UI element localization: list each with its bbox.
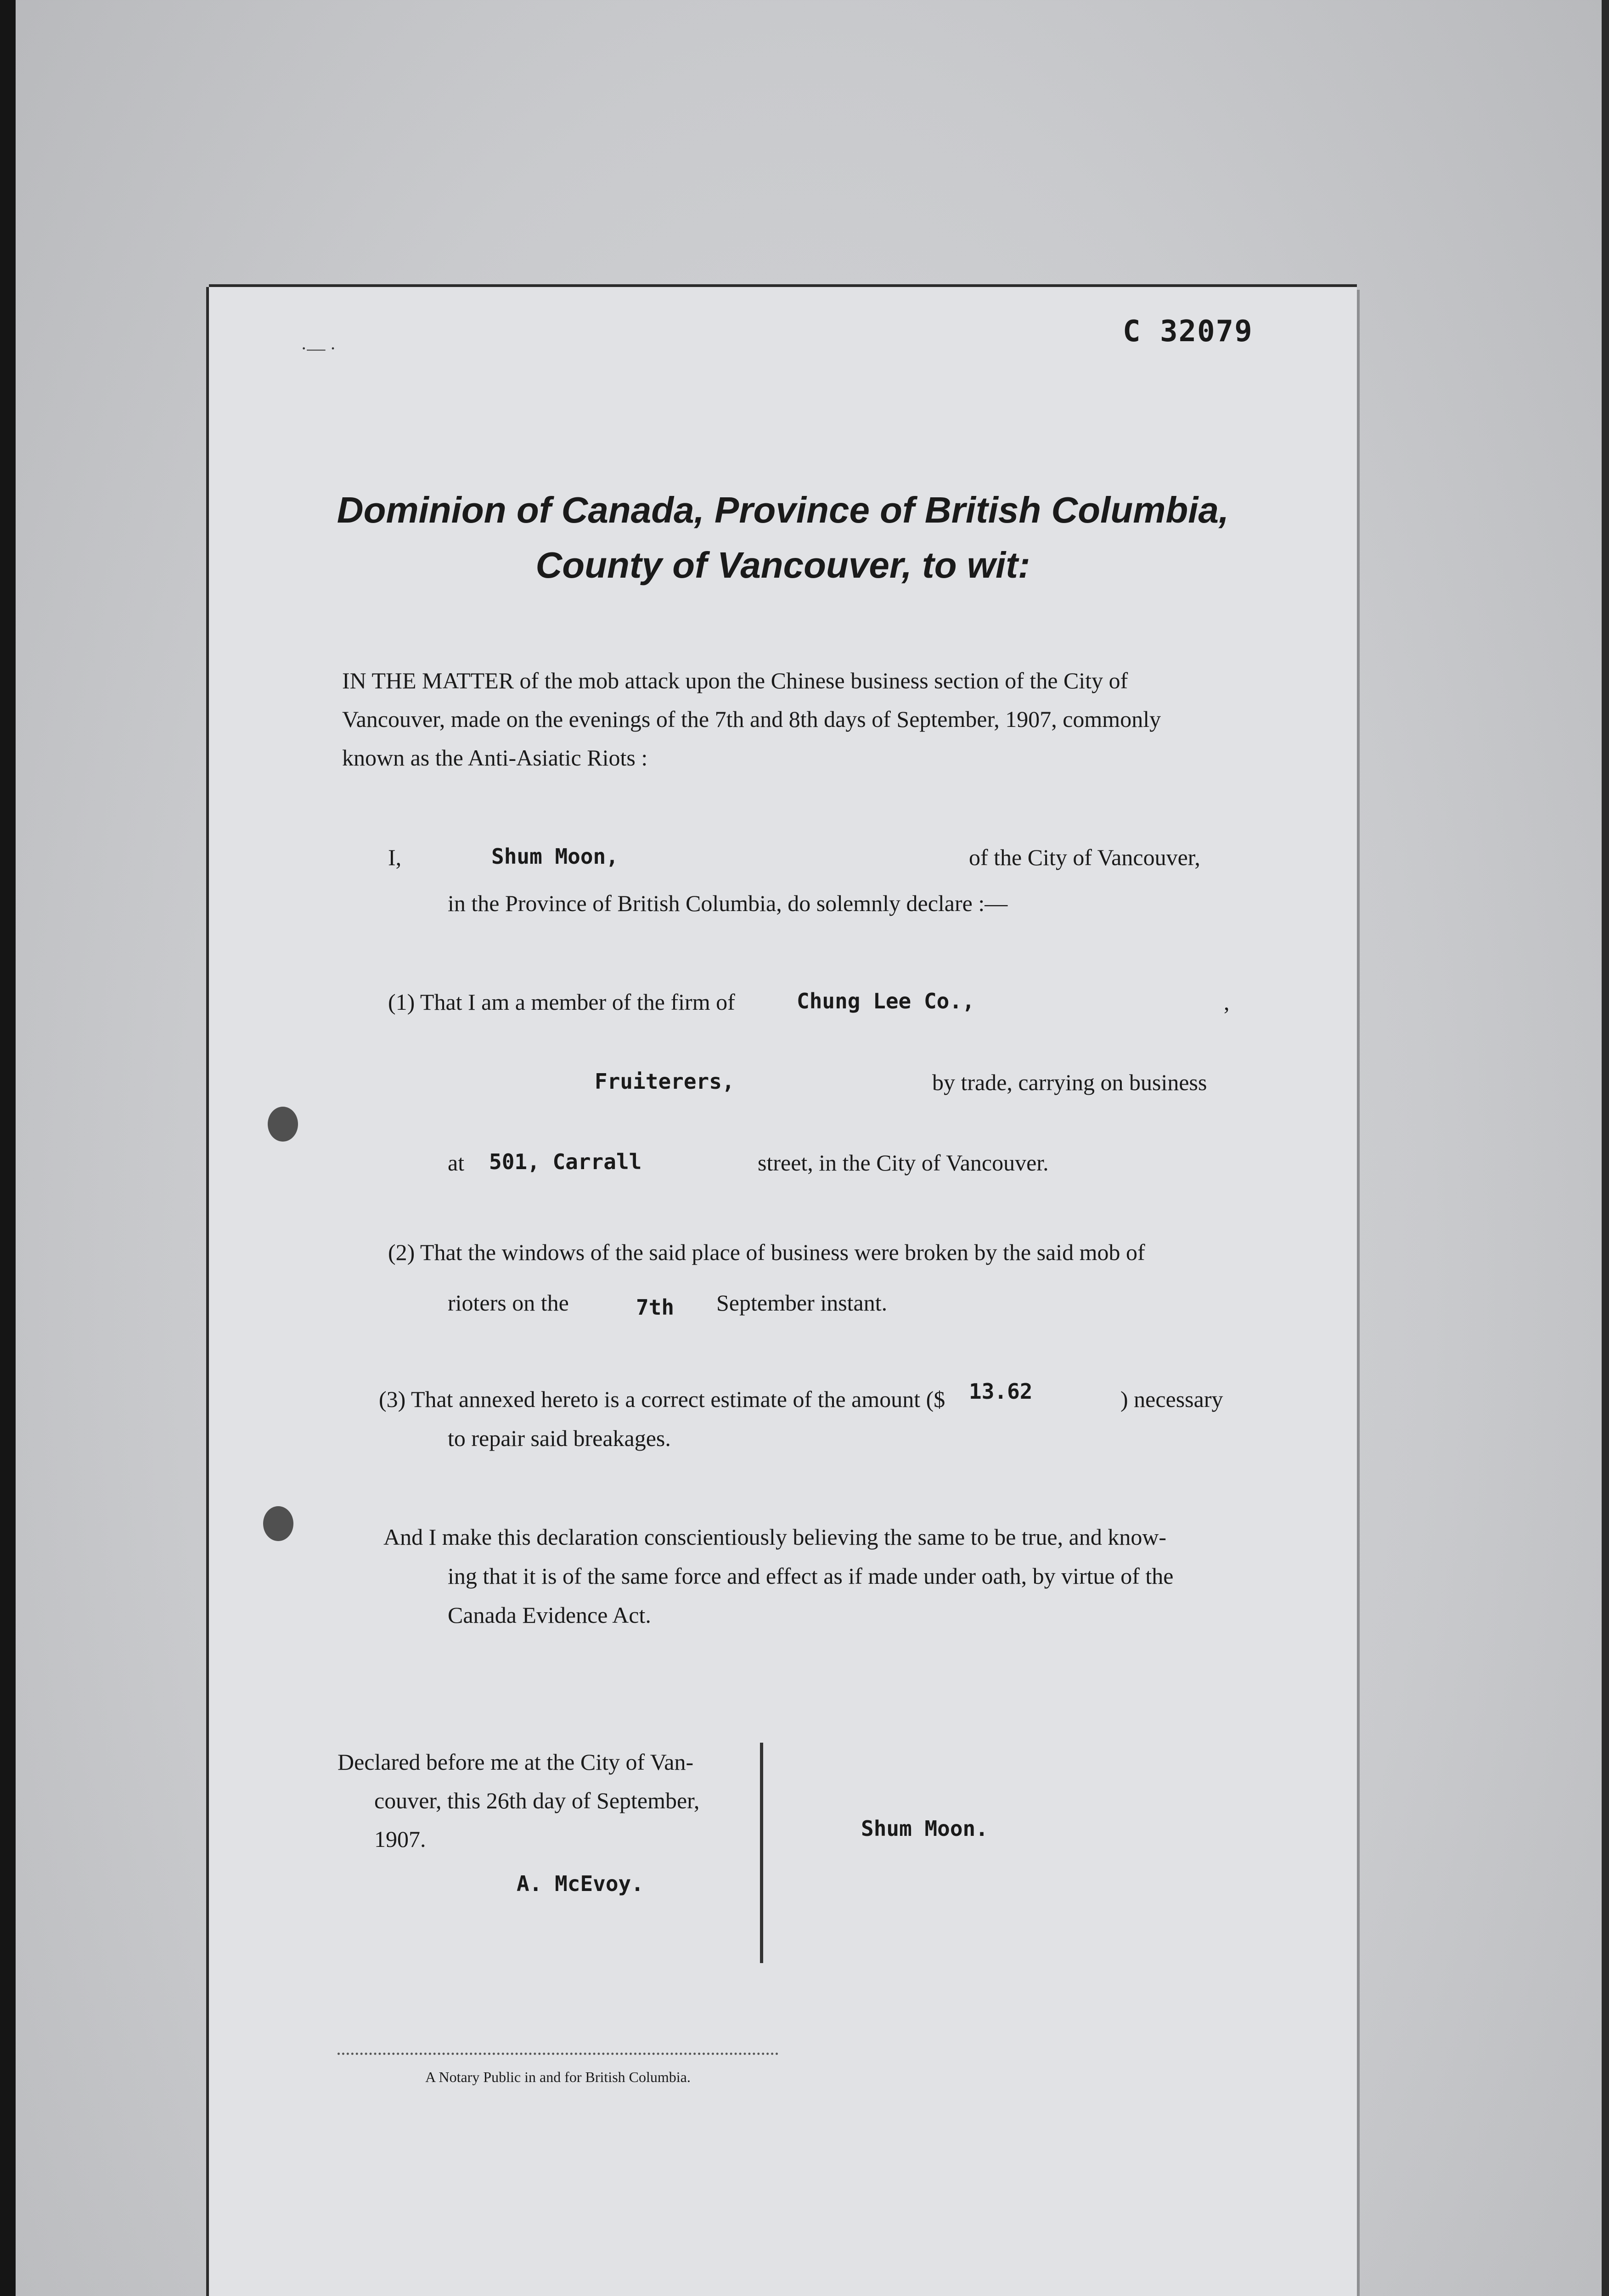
trade: Fruiterers,	[595, 1069, 735, 1094]
matter-paragraph	[342, 661, 1260, 777]
address-suffix: street, in the City of Vancouver.	[758, 1150, 1049, 1176]
corner-marks: ·— ·	[301, 338, 336, 359]
punch-hole	[268, 1107, 298, 1142]
matter-line: Vancouver, made on the evenings of the 7th and 8th days of September, 1907, commonly	[342, 706, 1161, 732]
declaration-line3: Canada Evidence Act.	[448, 1602, 651, 1628]
business-address: 501, Carrall	[489, 1149, 642, 1174]
item-3-line2: to repair said breakages.	[448, 1425, 671, 1451]
damage-amount: 13.62	[969, 1379, 1033, 1404]
declarant-name: Shum Moon,	[491, 844, 619, 869]
jurat-line: 1907.	[374, 1826, 426, 1852]
declaration-line2: ing that it is of the same force and effect as if made under oath, by virtue of the	[448, 1563, 1174, 1589]
riot-date: 7th	[636, 1295, 675, 1320]
punch-hole	[263, 1506, 293, 1541]
trade-suffix: by trade, carrying on business	[932, 1069, 1207, 1095]
item-3-text: (3) That annexed hereto is a correct estimate of the amount ($	[379, 1386, 945, 1412]
address-prefix: at	[448, 1150, 465, 1176]
matter-line: IN THE MATTER of the mob attack upon the Chinese business section of the City of	[342, 668, 1128, 693]
document-number: C 32079	[1123, 315, 1253, 349]
declaration-form	[209, 287, 1357, 2296]
declaration-line1: And I make this declaration conscientiously believing the same to be true, and know-	[383, 1524, 1167, 1550]
jurat-line: Declared before me at the City of Van-	[338, 1749, 694, 1775]
form-title-line1: Dominion of Canada, Province of British Columbia,	[337, 490, 1229, 530]
jurat-bracket	[760, 1743, 763, 1963]
notary-signature: A. McEvoy.	[517, 1871, 644, 1896]
declarant-prefix: I,	[388, 844, 402, 870]
firm-name: Chung Lee Co.,	[797, 989, 975, 1013]
jurat-line: couver, this 26th day of September,	[374, 1788, 700, 1813]
notary-signature-line	[338, 2053, 778, 2055]
declarant-signature: Shum Moon.	[861, 1816, 988, 1841]
item-3-suffix: ) necessary	[1120, 1386, 1223, 1412]
item-2-suffix: September instant.	[716, 1290, 888, 1316]
matter-line: known as the Anti-Asiatic Riots :	[342, 745, 648, 771]
jurat	[338, 1743, 699, 1858]
film-edge-right	[1602, 0, 1609, 2296]
declarant-city: of the City of Vancouver,	[969, 844, 1200, 870]
item-2-text: (2) That the windows of the said place of business were broken by the said mob of	[388, 1239, 1145, 1265]
item-1-comma: ,	[1224, 989, 1230, 1015]
item-2-prefix: rioters on the	[448, 1290, 569, 1316]
film-edge-left	[0, 0, 16, 2296]
form-title-line2: County of Vancouver, to wit:	[535, 545, 1030, 585]
item-1-text: (1) That I am a member of the firm of	[388, 989, 735, 1015]
declarant-province: in the Province of British Columbia, do solemnly declare :—	[448, 890, 1008, 916]
notary-caption: A Notary Public in and for British Columbia.	[425, 2069, 691, 2085]
